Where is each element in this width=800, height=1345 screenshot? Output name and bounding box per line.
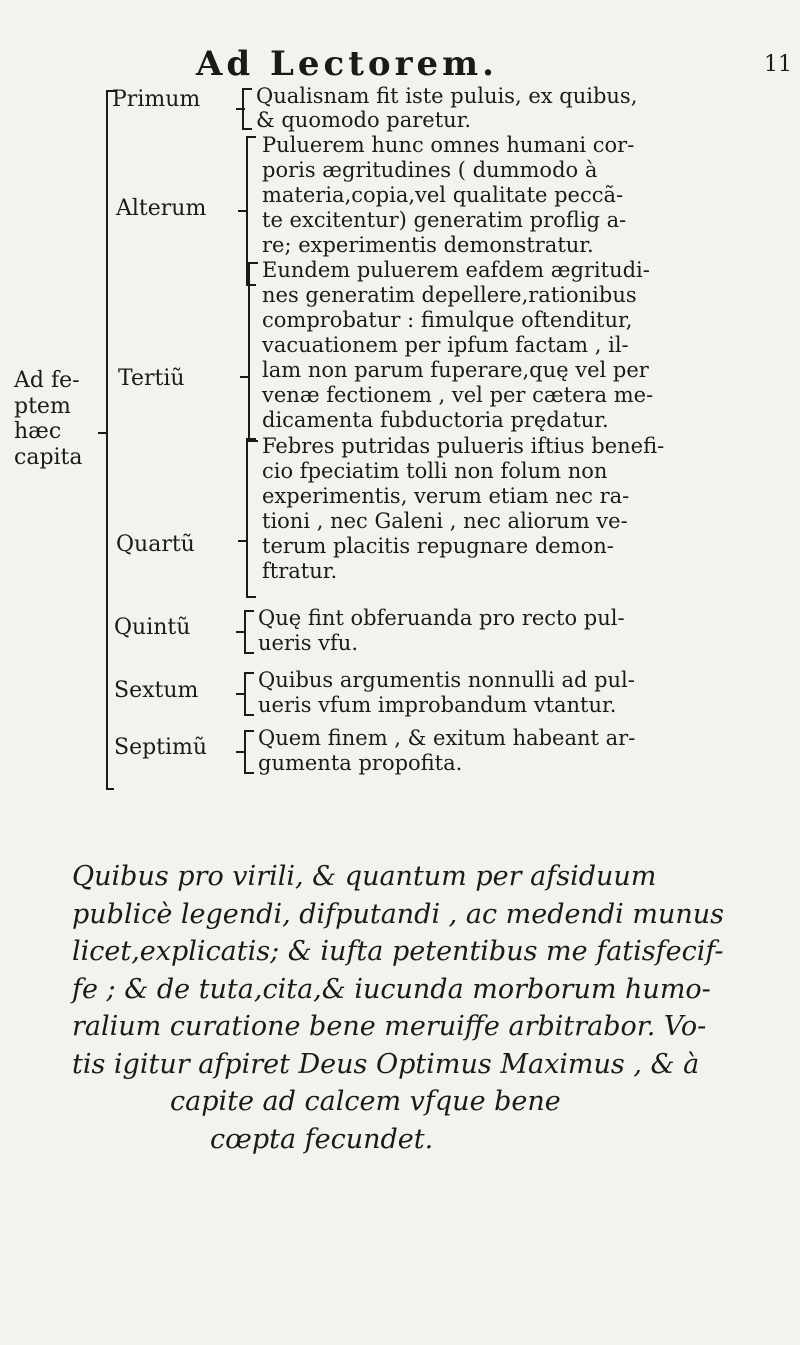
item-text-quartu-line-4: tioni , nec Galeni , nec aliorum ve- [262, 509, 628, 533]
side-label-line-2: ptem [14, 394, 71, 419]
side-label-line-1: Ad fe- [14, 368, 80, 393]
closing-line-1: Quibus pro virili, & quantum per afsiduum [72, 861, 657, 892]
side-label-line-3: hæc [14, 419, 62, 444]
item-brace-quartu [246, 438, 248, 598]
item-label-quartu: Quartũ [116, 532, 195, 557]
item-text-quartu-line-2: cio fpeciatim tolli non folum non [262, 459, 608, 483]
item-text-tertiu-line-6: venæ fectionem , vel per cætera me- [262, 383, 654, 407]
item-text-quartu-line-3: experimentis, verum etiam nec ra- [262, 484, 630, 508]
outline-bracket-line [106, 90, 108, 790]
item-text-tertiu-line-7: dicamenta fubductoria prędatur. [262, 408, 609, 432]
outline-bracket-bottom [106, 788, 114, 790]
item-text-tertiu-line-3: comprobatur : fimulque oftenditur, [262, 308, 633, 332]
item-text-alterum-line-4: te excitentur) generatim proflig a- [262, 208, 627, 232]
closing-line-3: licet,explicatis; & iufta petentibus me fatisfecif- [72, 936, 724, 967]
item-text-septimu-line-1: Quem finem , & exitum habeant ar- [258, 726, 636, 750]
item-brace-notch [236, 751, 245, 753]
page-number: 11 [764, 52, 792, 77]
item-text-tertiu-line-2: nes generatim depellere,rationibus [262, 283, 637, 307]
closing-line-6: tis igitur afpiret Deus Optimus Maximus , & à [72, 1048, 700, 1080]
item-text-quartu-line-5: terum placitis repugnare demon- [262, 534, 614, 558]
item-label-sextum: Sextum [114, 678, 199, 703]
item-text-quartu-line-1: Febres putridas pulueris iftius benefi- [262, 434, 665, 458]
item-brace-notch [240, 376, 249, 378]
item-text-quintu-line-1: Quę fint obferuanda pro recto pul- [258, 606, 625, 630]
item-brace-notch [236, 631, 245, 633]
item-text-sextum-line-1: Quibus argumentis nonnulli ad pul- [258, 668, 635, 692]
running-title: Ad Lectorem. [196, 44, 498, 84]
closing-line-4: fe ; & de tuta,cita,& iucunda morborum humo- [72, 973, 711, 1005]
item-label-primum: Primum [112, 87, 201, 112]
item-text-sextum-line-2: ueris vfum improbandum vtantur. [258, 693, 617, 717]
side-label-line-4: capita [14, 445, 83, 470]
outline-bracket-notch [98, 432, 108, 434]
item-brace-notch [238, 210, 247, 212]
item-label-alterum: Alterum [116, 196, 207, 221]
item-text-tertiu-line-4: vacuationem per ipfum factam , il- [262, 333, 629, 357]
item-text-quartu-line-6: ftratur. [262, 559, 338, 583]
item-brace-notch [238, 540, 247, 542]
closing-line-7: capite ad calcem vfque bene [170, 1086, 561, 1117]
item-brace-notch [236, 108, 245, 110]
item-brace-tertiu [248, 262, 250, 442]
item-text-quintu-line-2: ueris vfu. [258, 631, 358, 655]
item-text-alterum-line-1: Puluerem hunc omnes humani cor- [262, 133, 635, 157]
closing-paragraph [72, 858, 724, 1158]
item-label-septimu: Septimũ [114, 735, 208, 760]
closing-line-5: ralium curatione bene meruiffe arbitrabor. Vo- [72, 1011, 707, 1042]
item-text-tertiu-line-1: Eundem puluerem eafdem ægritudi- [262, 258, 650, 282]
item-brace-notch [236, 693, 245, 695]
item-text-alterum-line-2: poris ægritudines ( dummodo à [262, 158, 598, 182]
item-text-primum-line-2: & quomodo paretur. [256, 108, 472, 132]
item-text-alterum-line-3: materia,copia,vel qualitate peccã- [262, 183, 624, 207]
item-text-tertiu-line-5: lam non parum fuperare,quę vel per [262, 358, 649, 382]
item-label-quintu: Quintũ [114, 615, 191, 640]
item-text-septimu-line-2: gumenta propofita. [258, 751, 463, 775]
closing-line-8: cœpta fecundet. [210, 1123, 434, 1155]
closing-line-2: publicè legendi, difputandi , ac medendi munus [72, 898, 725, 930]
item-text-alterum-line-5: re; experimentis demonstratur. [262, 233, 594, 257]
item-text-primum-line-1: Qualisnam fit iste puluis, ex quibus, [256, 84, 638, 108]
item-label-tertiu: Tertiũ [118, 366, 185, 391]
